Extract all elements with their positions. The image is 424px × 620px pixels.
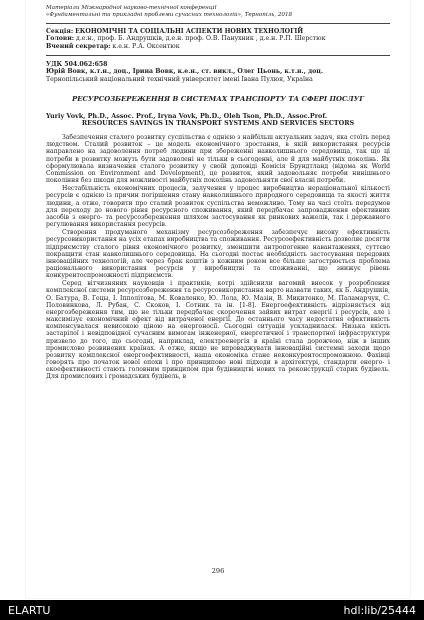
article-title-uk: РЕСУРСОЗБЕРЕЖЕННЯ В СИСТЕМАХ ТРАНСПОРТУ ТА СФЕРІ ПОСЛУГ xyxy=(72,94,364,103)
secretary-label: Вчений секретар: xyxy=(46,43,111,51)
section-rule xyxy=(46,55,390,56)
document-page xyxy=(26,0,410,598)
page-number: 296 xyxy=(211,567,225,575)
chairs-label: Голови: xyxy=(46,35,75,43)
body-paragraph-4: Серед вітчизняних науковців і практиків, котрі здійснили вагомий внесок у розроблення комплексної системи ресурсозбереження та ресурсовикористання варто назвати таких, як Б. Андрушків, О. Батура, В. Гецы, І. Іпполітова, М. Коваленко, Ю. Лола, Ю. Мазін, В. Микитенко, М. Паламарчук, С. Половинкова, Л. Рубан, С. Скоков, І. Сотник та ін. [1-8]. Енергоефективність відрізняється від енергозбереження тим, що не тільки передбачає скорочення зайвих витрат енергії і ресурсів, але і максимізує економічний ефект від витраченої енергії. До останнього часу недостатня ефективність компенсувалася невисокою ціною на енергоносії. Сьогодні ситуація ускладнилася. Низька якість застарілої і невідповідної сучасним вимогам інженерної, енергетичної і транспортної інфраструктури призвело до того, що сьогодні, наприклад, електроенергія в країні стала дорожчою, ніж в інших промислово розвинених країнах. А отже, якщо не впроваджувати інноваційні системні заходи щодо розвитку комплексної енергоефективності, наша економіка стане неконкурентоспроможною. Фахівці говорять про початок нової епохи і про принципово нові підходи в архітектурі, стандарти енерго- і екоефективності стають головним принципом при будівництві нових та реконструкції старих будівель. Для промислових і громадських будівель, в xyxy=(46,280,390,381)
page-content xyxy=(46,5,390,381)
article-title-en: RESOURCES SAVINGS IN TRANSPORT SYSTEMS AND SERVICES SECTORS xyxy=(81,119,355,128)
udk-code: УДК 504.062:658 xyxy=(46,60,108,68)
header-rule xyxy=(46,23,390,24)
chairs-names: д.е.н., проф. Б. Андрушків, д.е.н. проф. О.В. Панухник , д.е.н. Р.П. Шерстюк xyxy=(76,35,326,43)
conference-header-line2: «Фундаментальні та прикладні проблеми сучасних технологій», Тернопіль, 2018 xyxy=(46,11,293,18)
body-paragraph-1: Забезпечення сталого розвитку суспільства є однією з найбільш актуальних задач, яка стоїть перед людством. Сталий розвиток – це модель економічного зростання, в якій використання ресурсів направлено на задоволення потреб людини при збереженні навколишнього середовища, так що ці потреби в розвитку можуть бути задоволені не тільки в сьогоденні, але й для майбутніх поколінь. Як сформулювала визначення сталого розвитку у своїй доповіді Комісія Брундтланд (відома як World Commission on Environment and Development), це розвиток, який задовольняє потреби нинішнього покоління без шкоди для можливості майбутніх поколінь задовольняти свої власні потреби. xyxy=(46,134,390,185)
repository-footer xyxy=(0,600,424,620)
body-paragraph-2: Нестабільність економічних процесів, залучення у процес виробництва нераціональної кількості ресурсів є однією із причин погіршення стану навколишнього природного середовища та якості життя людини, а отже, говорити про сталий розвиток суспільства неможливо. Тому на часі стоїть передумов для переходу до нового рівня ресурсного споживання, який передбачає запровадження ефективних засобів з енерго- та ресурсозбереження шляхом застосування як ринкових важелів, так і державного регулювання використання ресурсів. xyxy=(46,185,390,229)
footer-repository-name: ELARTU xyxy=(8,604,51,617)
section-label: Секція: xyxy=(46,27,74,35)
body-paragraph-3: Створення продуманого механізму ресурсозбереження забезпечує високу ефективність ресурсовикористання на усіх етапах виробництва та споживання. Ресурсоефективність дозволяє досягти підприємству сталого рівня економічного розвитку, зменшити антропогенне навантаження, суттєво покращити стан навколишнього середовища. На сьогодні постає необхідність застосування передових інноваційних технологій, але через брак коштів з кожним роком все більше загострюється проблема раціонального використання ресурсів у виробництві та споживанні, що знижує рівень конкурентоспроможності підприємств. xyxy=(46,229,390,280)
conference-header xyxy=(46,5,390,19)
footer-handle: hdl:lib/25444 xyxy=(343,604,416,617)
conference-header-line1: Матеріали Міжнародної науково-технічної конференції xyxy=(46,5,217,11)
section-info xyxy=(46,28,390,51)
section-title: ЕКОНОМІЧНІ ТА СОЦІАЛЬНІ АСПЕКТИ НОВИХ ТЕХНОЛОГІЙ xyxy=(75,27,304,35)
authors-en: Yuriy Vovk, Ph.D., Assoc. Prof., Iryna Vovk, Ph.D., Oleh Tson, Ph.D., Assoc.Prof. xyxy=(46,111,328,120)
authors-uk: Юрій Вовк, к.т.н., доц., Ірина Вовк, к.е.н., ст. викл., Олег Цьонь, к.т.н., доц. xyxy=(46,67,323,75)
affiliation: Тернопільський національний технічний університет імені Івана Пулюя, Україна xyxy=(46,75,313,83)
secretary-name: к.е.н. Р.А. Оксентюк xyxy=(112,43,180,51)
